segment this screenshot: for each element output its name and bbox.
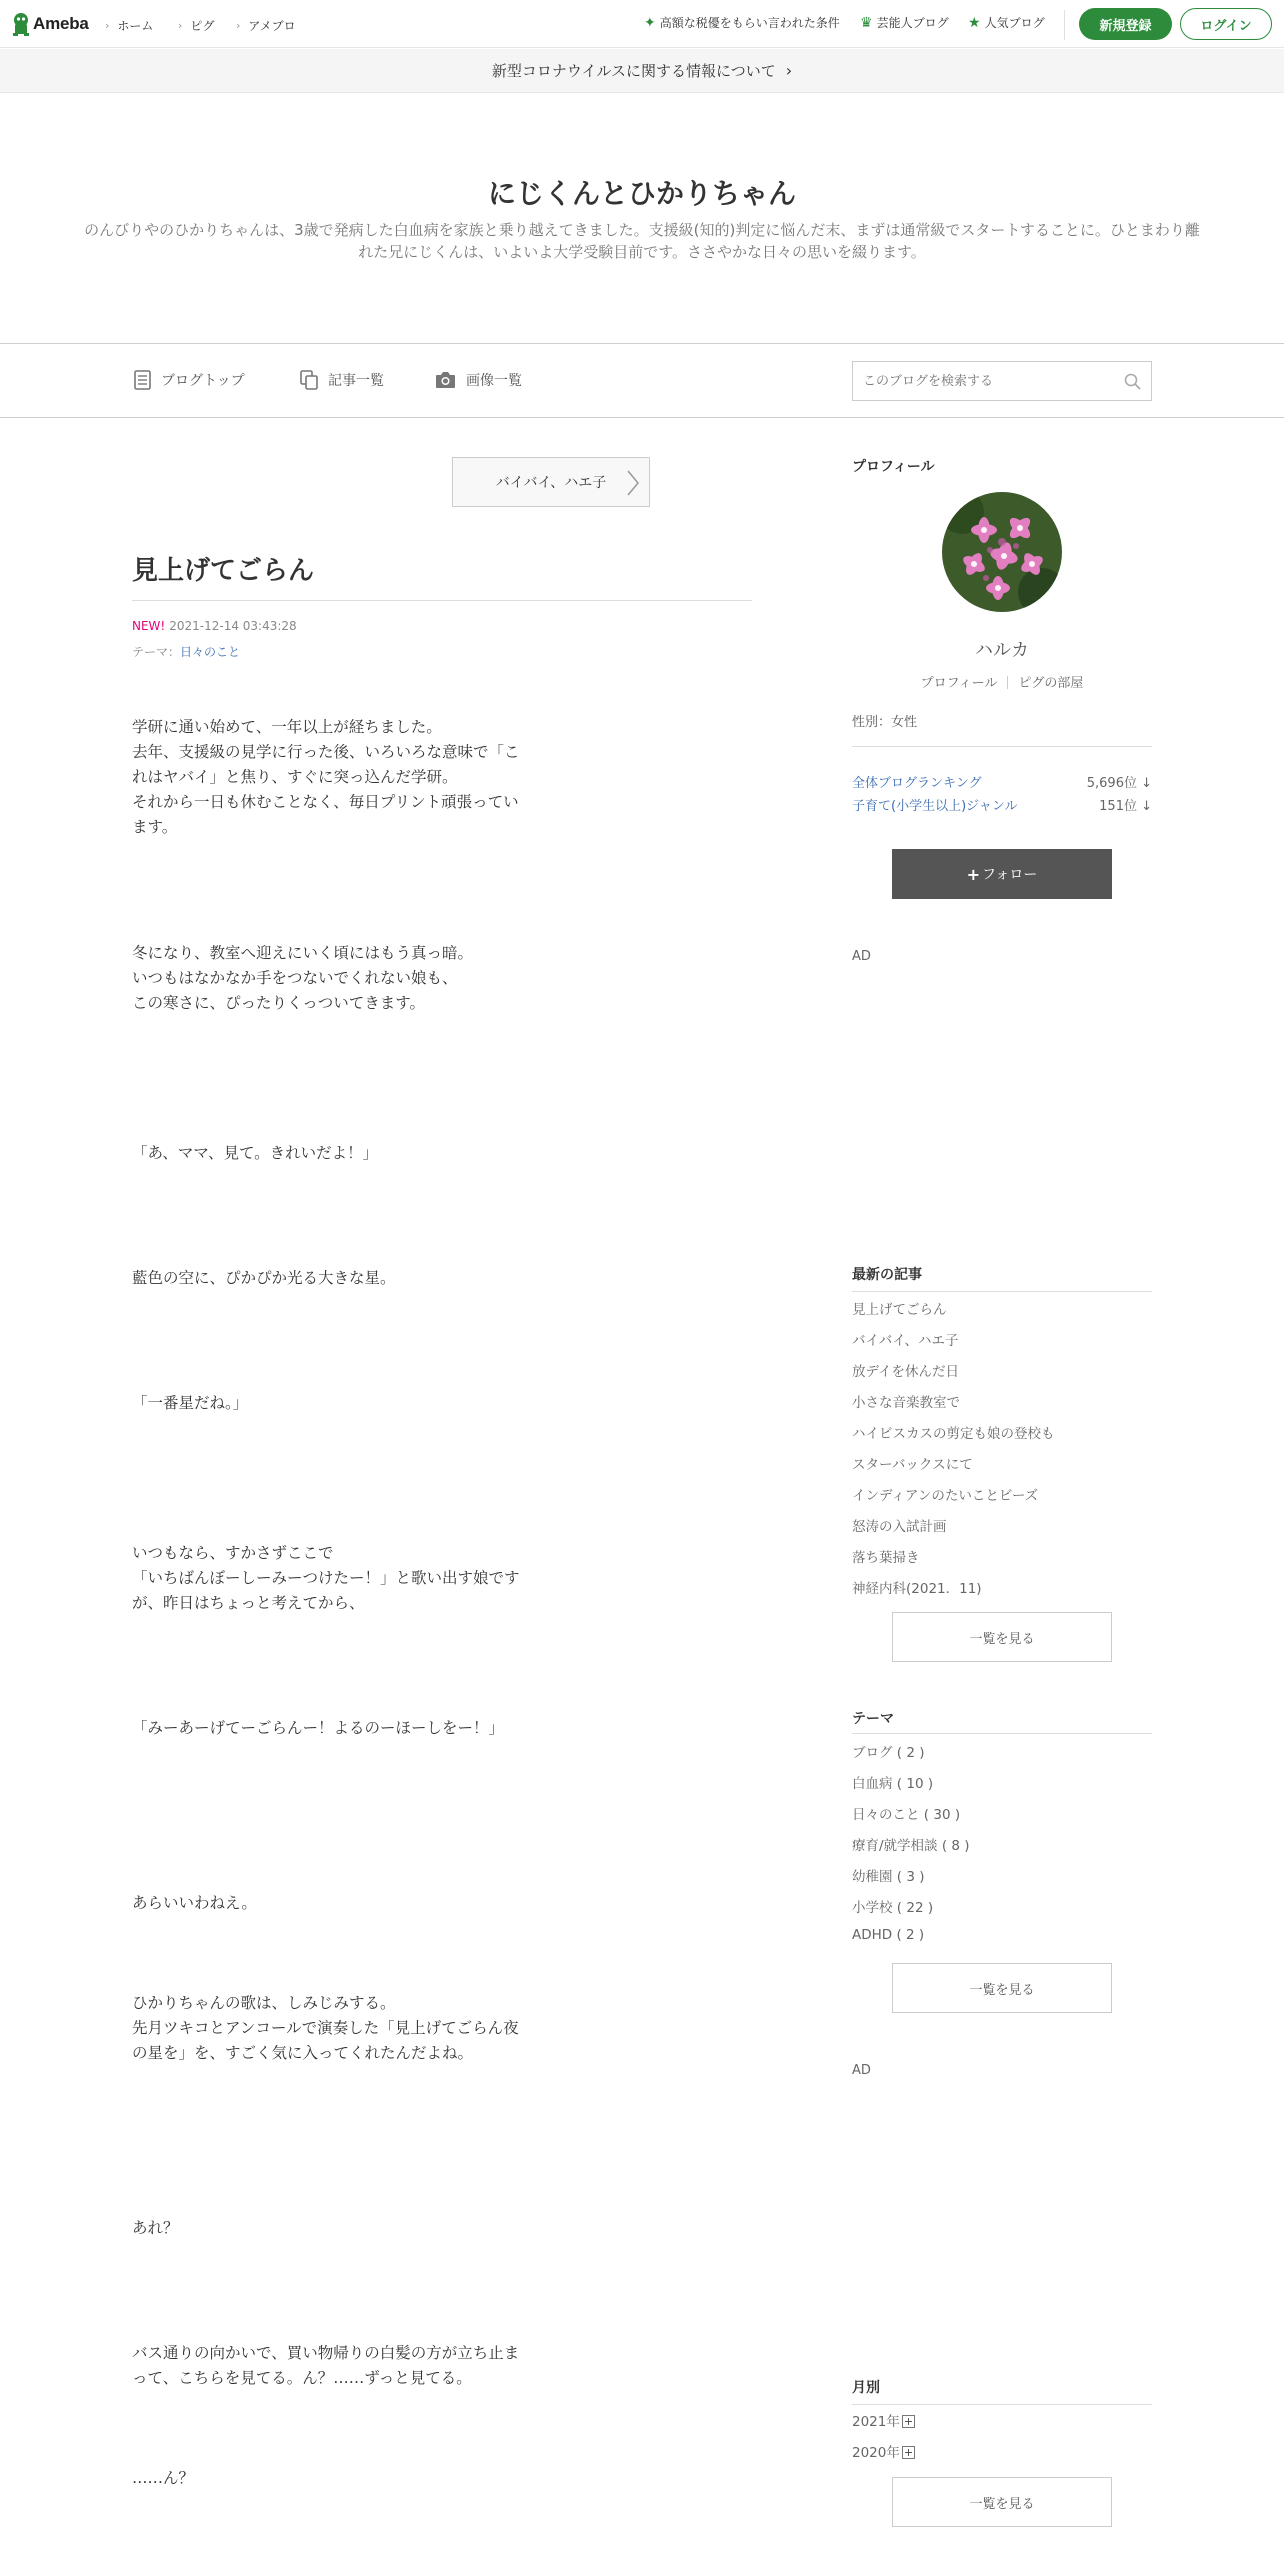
profile-links <box>852 672 1152 691</box>
article-paragraph: ひかりちゃんの歌は、しみじみする。 先月ツキコとアンコールで演奏した「見上げてごらん夜の星を」を、すごく気に入ってくれたんだよね。 <box>132 1994 519 2062</box>
expand-icon[interactable] <box>902 2446 915 2459</box>
nav-link-pigg[interactable] <box>178 17 214 34</box>
search-icon[interactable] <box>1124 373 1141 390</box>
theme-prefix: テーマ： <box>132 645 181 659</box>
entry-list-link[interactable] <box>300 370 384 390</box>
heading-divider <box>852 2404 1152 2405</box>
entry-list-label: 記事一覧 <box>328 373 384 389</box>
plus-icon: + <box>966 864 981 884</box>
article-paragraph: 「あ、ママ、見て。きれいだよ！」 <box>132 1144 379 1162</box>
nav-link-label: ホーム <box>117 19 154 33</box>
profile-avatar[interactable] <box>942 492 1062 612</box>
recent-entry-link[interactable]: 見上げてごらん <box>852 1302 947 1318</box>
chevron-right-icon: › <box>178 19 183 32</box>
recent-entry-link[interactable]: 小さな音楽教室で <box>852 1395 960 1411</box>
recent-entry-link[interactable]: 怒涛の入試計画 <box>852 1519 947 1535</box>
follow-button[interactable] <box>892 849 1112 899</box>
article-paragraph: いつもなら、すかさずここで 「いちばんぼーしーみーつけたー！」と歌い出す娘ですが、昨日はちょっと考えてから、 <box>132 1544 520 1612</box>
blog-description: のんびりやのひかりちゃんは、3歳で発病した白血病を家族と乗り越えてきました。支援級(知的)判定に悩んだ末、まずは通常級でスタートすることに。ひとまわり離れた兄にじくんは、いよいよ大学受験目前です。ささやかな日々の思いを綴ります。 <box>84 221 1200 261</box>
image-list-label: 画像一覧 <box>466 373 522 389</box>
recent-entry-link[interactable]: スターバックスにて <box>852 1457 973 1473</box>
global-header <box>0 0 1284 48</box>
blog-title[interactable]: にじくんとひかりちゃん <box>487 177 796 210</box>
ad-label: AD <box>852 949 871 964</box>
previous-entry-label: バイバイ、ハエ子 <box>495 475 607 491</box>
expand-icon[interactable] <box>902 2415 915 2428</box>
recent-entry-link[interactable]: バイバイ、ハエ子 <box>852 1333 959 1349</box>
popular-blog-label: 人気ブログ <box>984 16 1045 30</box>
theme-heading: テーマ <box>852 1711 894 1727</box>
ranking-row-overall[interactable] <box>852 772 1152 791</box>
recent-entry-link[interactable]: 神経内科(2021．11) <box>852 1581 982 1597</box>
sparkle-icon: ✦ <box>644 14 656 31</box>
signup-button[interactable]: 新規登録 <box>1079 8 1172 40</box>
theme-link[interactable]: ADHD ( 2 ) <box>852 1927 925 1943</box>
recent-entries-heading: 最新の記事 <box>852 1267 922 1283</box>
theme-link[interactable]: ブログ ( 2 ) <box>852 1745 925 1761</box>
blog-navbar <box>0 343 1284 418</box>
ranking-row-genre[interactable] <box>852 795 1152 814</box>
ranking-value: 151位 ↓ <box>1099 799 1152 814</box>
image-list-link[interactable] <box>435 370 522 390</box>
logo-text: Ameba <box>33 14 89 33</box>
theme-link[interactable]: 療育/就学相談 ( 8 ) <box>852 1838 970 1854</box>
article-meta <box>132 619 297 633</box>
article-paragraph: あれ？ <box>132 2219 179 2237</box>
blog-top-label: ブログトップ <box>161 373 245 389</box>
pig-room-link[interactable]: ピグの部屋 <box>1018 676 1084 691</box>
chevron-right-icon: › <box>785 61 793 80</box>
login-button[interactable]: ログイン <box>1180 8 1272 40</box>
theme-link[interactable]: 白血病 ( 10 ) <box>852 1776 934 1792</box>
theme-link[interactable]: 小学校 ( 22 ) <box>852 1900 934 1916</box>
chevron-right-icon: › <box>105 19 110 32</box>
monthly-more-button[interactable]: 一覧を見る <box>892 2477 1112 2527</box>
promo-link[interactable] <box>644 14 840 31</box>
article-paragraph: 「一番星だね。」 <box>132 1394 249 1412</box>
month-2020-toggle[interactable] <box>852 2441 915 2461</box>
recent-entry-link[interactable]: 放デイを休んだ日 <box>852 1364 960 1380</box>
article-paragraph: 「みーあーげてーごらんー！よるのーほーしをー！」 <box>132 1719 505 1737</box>
recent-entry-link[interactable]: 落ち葉掃き <box>852 1550 920 1566</box>
camera-icon <box>435 371 456 389</box>
profile-link[interactable]: プロフィール <box>920 676 998 691</box>
profile-name[interactable]: ハルカ <box>975 640 1029 661</box>
new-badge: NEW! <box>132 619 166 633</box>
ranking-label: 子育て(小学生以上)ジャンル <box>852 799 1018 814</box>
nav-link-label: ピグ <box>190 19 215 33</box>
previous-entry-button[interactable] <box>452 457 650 507</box>
heading-divider <box>852 1291 1152 1292</box>
month-label: 2020年 <box>852 2445 900 2461</box>
blog-search-box <box>852 361 1152 401</box>
chevron-right-icon: › <box>236 19 241 32</box>
theme-more-button[interactable]: 一覧を見る <box>892 1963 1112 2013</box>
celebrity-blog-label: 芸能人ブログ <box>876 16 949 30</box>
link-separator <box>1007 676 1008 689</box>
theme-link[interactable]: 日々のこと ( 30 ) <box>852 1807 961 1823</box>
profile-heading: プロフィール <box>852 459 935 475</box>
article-paragraph: ……ん？ <box>132 2469 195 2487</box>
month-2021-toggle[interactable] <box>852 2410 915 2430</box>
recent-entries-more-button[interactable]: 一覧を見る <box>892 1612 1112 1662</box>
star-icon: ★ <box>968 14 981 31</box>
follow-label: フォロー <box>982 867 1038 883</box>
article-paragraph: あらいいわねえ。 <box>132 1894 257 1912</box>
copy-icon <box>300 370 318 390</box>
monthly-heading: 月別 <box>852 2380 880 2396</box>
heading-divider <box>852 1733 1152 1734</box>
nav-link-home[interactable] <box>105 17 153 34</box>
profile-gender: 性別：女性 <box>852 715 918 730</box>
theme-link[interactable]: 日々のこと <box>180 645 241 659</box>
article-paragraph: バス通りの向かいで、買い物帰りの白髪の方が立ち止まって、こちらを見てる。ん？……ずっと見てる。 <box>132 2344 520 2387</box>
popular-blog-link[interactable] <box>968 14 1045 31</box>
article-paragraph: 学研に通い始めて、一年以上が経ちました。 去年、支援級の見学に行った後、いろいろな意味で「これはヤバイ」と焦り、すぐに突っ込んだ学研。 それから一日も休むことなく、毎日プリント頑張っています。 <box>132 718 520 836</box>
article-title[interactable]: 見上げてごらん <box>132 556 315 586</box>
hydrangea-photo <box>942 492 1062 612</box>
recent-entry-link[interactable]: ハイビスカスの剪定も娘の登校も <box>852 1426 1055 1442</box>
ameba-logo[interactable] <box>12 10 89 38</box>
chevron-right-icon <box>625 468 641 498</box>
document-icon <box>134 370 151 390</box>
promo-link-label: 高額な税優をもらい言われた条件 <box>659 16 840 30</box>
article-paragraph: 藍色の空に、ぴかぴか光る大きな星。 <box>132 1269 396 1287</box>
nav-link-ameblo[interactable] <box>236 17 296 34</box>
header-divider <box>1064 10 1065 40</box>
celebrity-blog-link[interactable] <box>860 14 949 31</box>
ameba-logo-icon <box>12 11 30 37</box>
ranking-divider <box>852 746 1152 747</box>
covid-notice-link[interactable] <box>0 49 1284 93</box>
title-divider <box>132 600 752 601</box>
nav-link-label: アメブロ <box>248 19 296 33</box>
recent-entry-link[interactable]: インディアンのたいことビーズ <box>852 1488 1039 1504</box>
blog-search-input[interactable] <box>853 362 1151 400</box>
notice-text: 新型コロナウイルスに関する情報について <box>491 62 776 80</box>
blog-top-link[interactable] <box>134 370 245 390</box>
theme-link[interactable]: 幼稚園 ( 3 ) <box>852 1869 925 1885</box>
article-date: 2021-12-14 03:43:28 <box>169 619 297 633</box>
article-theme <box>132 643 240 660</box>
ranking-label: 全体ブログランキング <box>852 776 982 791</box>
ranking-value: 5,696位 ↓ <box>1086 776 1152 791</box>
article-paragraph: 冬になり、教室へ迎えにいく頃にはもう真っ暗。 いつもはなかなか手をつないでくれない娘も、 この寒さに、ぴったりくっついてきます。 <box>132 944 474 1012</box>
ad-label: AD <box>852 2063 871 2078</box>
crown-icon: ♛ <box>860 14 873 31</box>
month-label: 2021年 <box>852 2414 900 2430</box>
